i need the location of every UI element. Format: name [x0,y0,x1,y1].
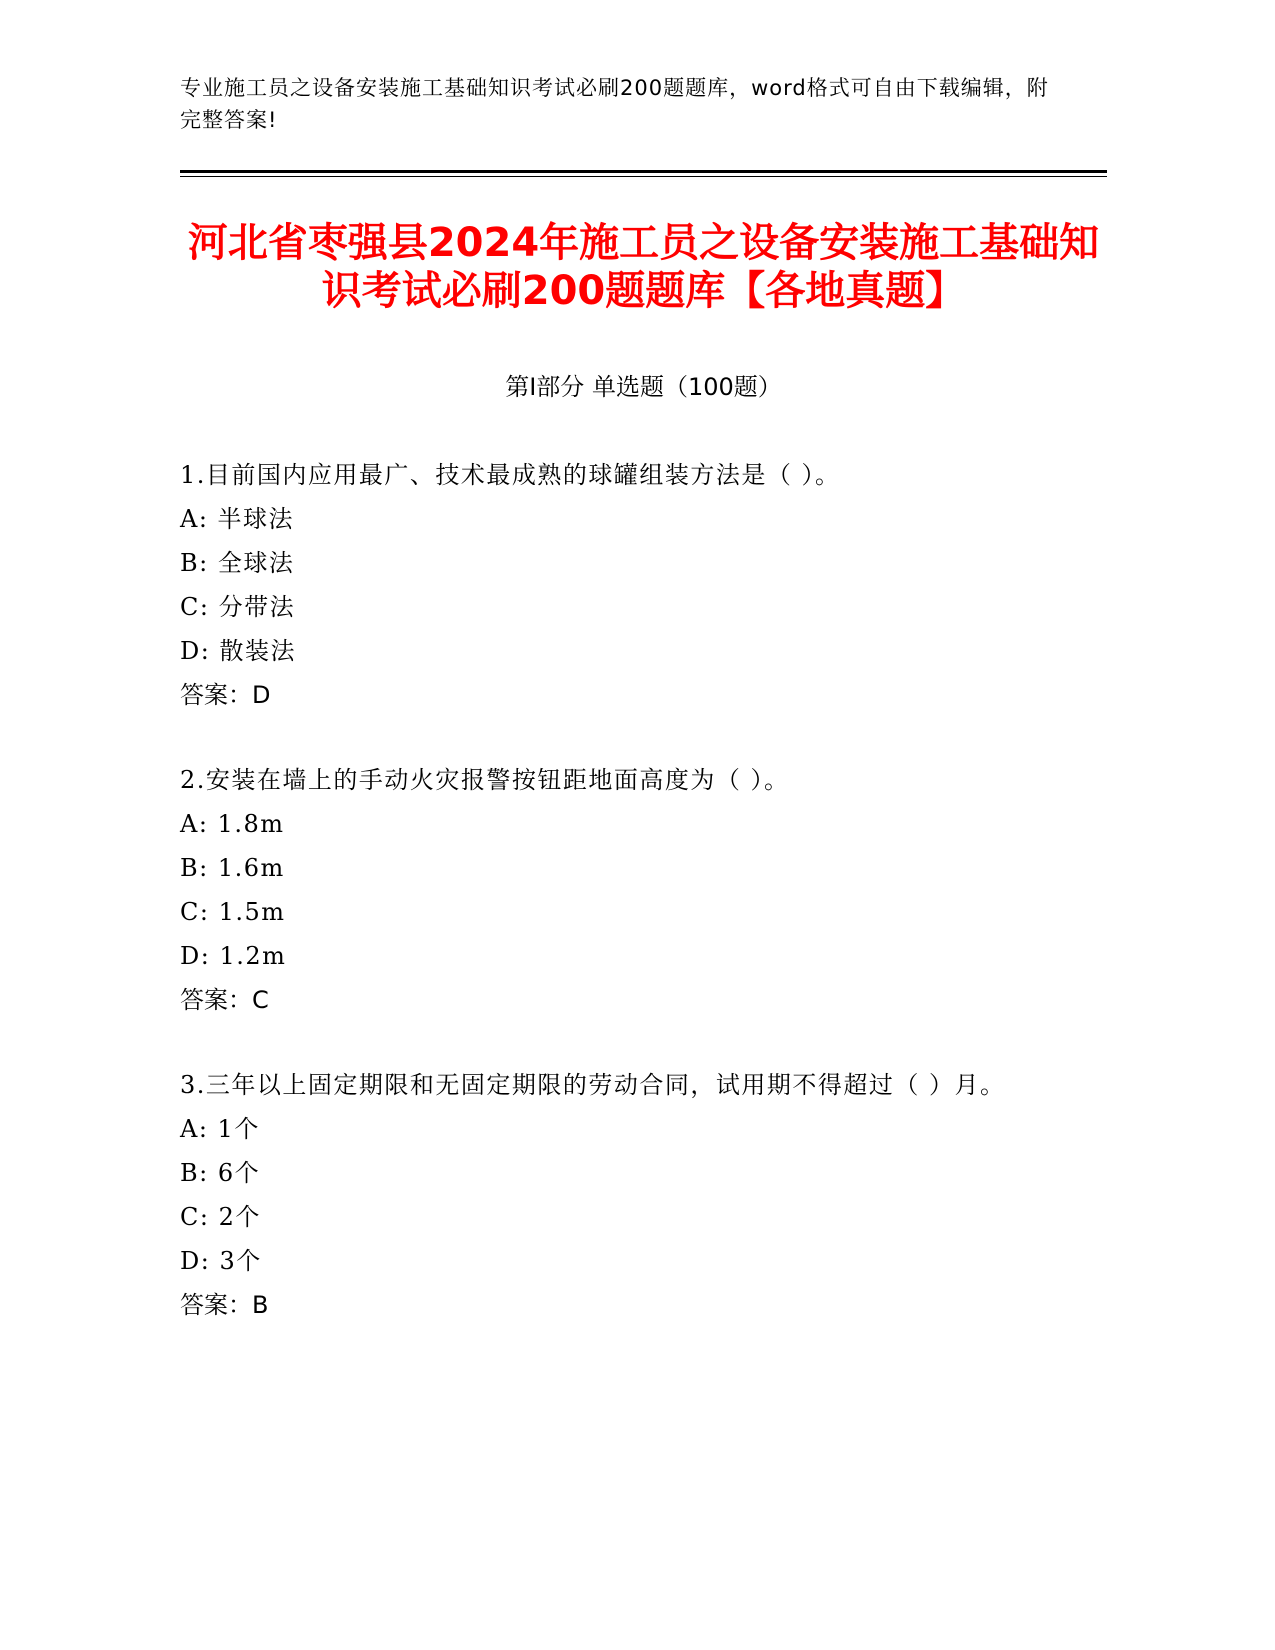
option-c: C: 1.5m [180,898,286,926]
option-b: B: 1.6m [180,854,285,882]
option-c: C: 2个 [180,1203,261,1231]
question-3 [180,1063,1040,1327]
option-a: A: 半球法 [180,505,295,533]
question-stem: 2.安装在墙上的手动火灾报警按钮距地面高度为（ ）。 [180,766,790,794]
answer: 答案：C [180,986,269,1014]
option-a: A: 1.8m [180,810,285,838]
document-title: 河北省枣强县2024年施工员之设备安装施工基础知识考试必刷200题题库【各地真题】 [187,220,1100,314]
option-c: C: 分带法 [180,593,296,621]
option-d: D: 3个 [180,1247,262,1275]
header-divider-thin [180,176,1107,177]
option-a: A: 1个 [180,1115,260,1143]
question-2 [180,758,1040,1022]
option-b: B: 6个 [180,1159,261,1187]
answer: 答案：D [180,681,271,709]
question-stem: 3.三年以上固定期限和无固定期限的劳动合同，试用期不得超过（ ）月。 [180,1071,1006,1099]
question-1 [180,453,1040,717]
option-d: D: 散装法 [180,637,296,665]
question-stem: 1.目前国内应用最广、技术最成熟的球罐组装方法是（ ）。 [180,461,841,489]
option-b: B: 全球法 [180,549,295,577]
header-note: 专业施工员之设备安装施工基础知识考试必刷200题题库，word格式可自由下载编辑，附完整答案! [180,76,1049,132]
header-divider-thick [180,170,1107,173]
section-heading: 第I部分 单选题（100题） [505,373,782,401]
option-d: D: 1.2m [180,942,287,970]
answer: 答案：B [180,1291,269,1319]
